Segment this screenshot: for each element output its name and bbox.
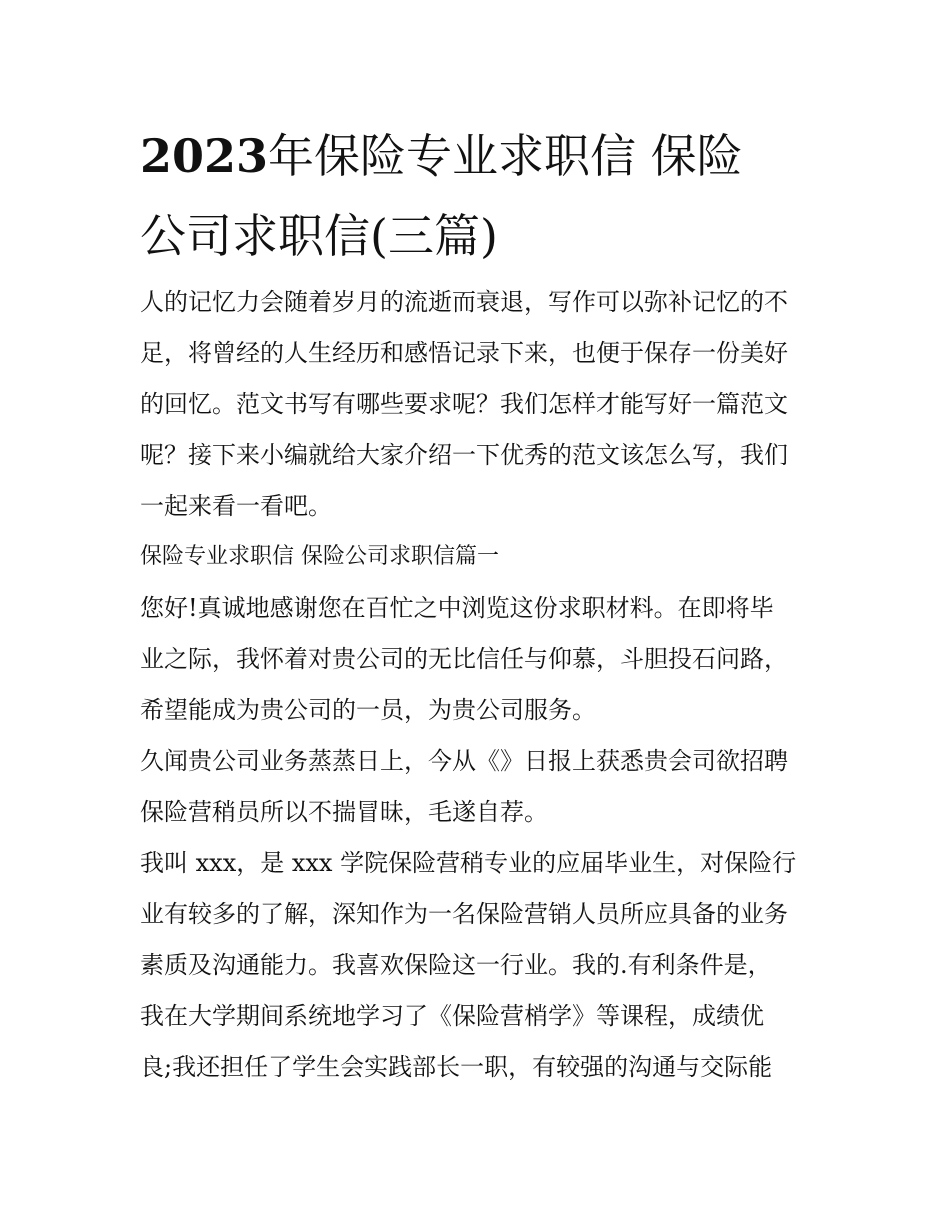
paragraph-line: 我在大学期间系统地学习了《保险营梢学》等课程，成绩优	[140, 1002, 764, 1030]
title-line-1	[140, 116, 840, 196]
paragraph-line: 久闻贵公司业务蒸蒸日上，今从《》日报上获悉贵会司欲招聘	[140, 747, 788, 775]
paragraph-line: 良;我还担任了学生会实践部长一职，有较强的沟通与交际能	[140, 1053, 773, 1081]
paragraph-line: 一起来看一看吧。	[140, 492, 332, 520]
paragraph-line: 希望能成为贵公司的一员，为贵公司服务。	[140, 696, 596, 724]
paragraph-line: 您好!真诚地感谢您在百忙之中浏览这份求职材料。在即将毕	[140, 594, 774, 622]
section-heading: 保险专业求职信 保险公司求职信篇一	[140, 544, 499, 569]
paragraph-line: 我叫 xxx，是 xxx 学院保险营稍专业的应届毕业生，对保险行	[140, 849, 797, 877]
title-line-2: 公司求职信(三篇)	[140, 209, 498, 263]
title-line-1-text: 年保险专业求职信 保险	[268, 129, 743, 183]
paragraph-line: 人的记忆力会随着岁月的流逝而衰退，写作可以弥补记忆的不	[140, 288, 788, 316]
paragraph-line: 业有较多的了解，深知作为一名保险营销人员所应具备的业务	[140, 900, 788, 928]
paragraph-line: 呢？接下来小编就给大家介绍一下优秀的范文该怎么写，我们	[140, 441, 788, 469]
paragraph-line: 保险营稍员所以不揣冒昧，毛遂自荐。	[140, 798, 548, 826]
document-title	[140, 116, 840, 276]
document-body	[140, 280, 830, 1096]
paragraph-line: 业之际，我怀着对贵公司的无比信任与仰慕，斗胆投石问路，	[140, 645, 788, 673]
paragraph-line: 足，将曾经的人生经历和感悟记录下来，也便于保存一份美好	[140, 339, 788, 367]
title-year: 2023	[140, 129, 269, 183]
paragraph-line: 素质及沟通能力。我喜欢保险这一行业。我的.有利条件是，	[140, 951, 772, 979]
paragraph-line: 的回忆。范文书写有哪些要求呢？我们怎样才能写好一篇范文	[140, 390, 788, 418]
